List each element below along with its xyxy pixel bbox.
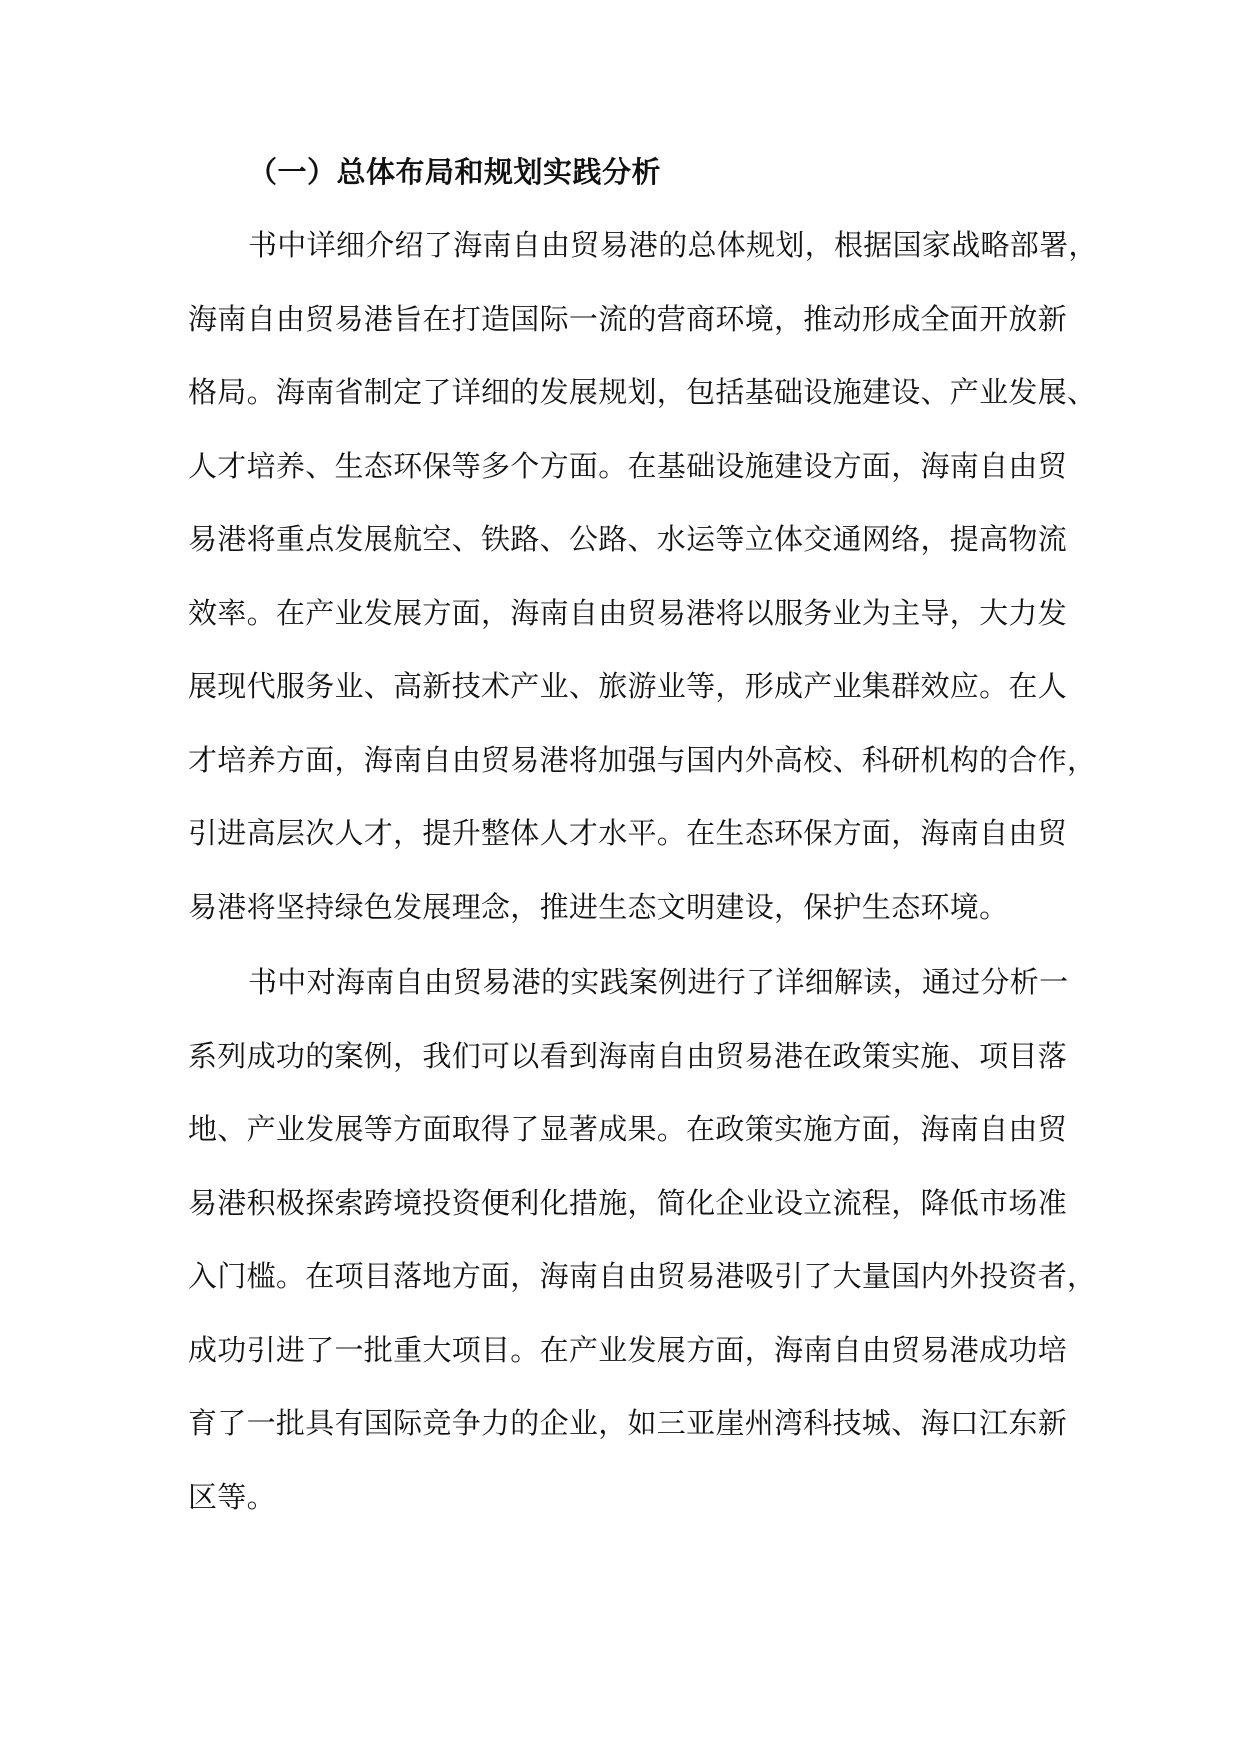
paragraph-line: 地、产业发展等方面取得了显著成果。在政策实施方面，海南自由贸 — [188, 1112, 1068, 1146]
paragraph-line: 引进高层次人才，提升整体人才水平。在生态环保方面，海南自由贸 — [188, 816, 1068, 850]
paragraph-line: 易港将重点发展航空、铁路、公路、水运等立体交通网络，提高物流 — [188, 522, 1068, 556]
paragraph-line: 系列成功的案例，我们可以看到海南自由贸易港在政策实施、项目落 — [188, 1038, 1068, 1073]
paragraph-line: 格局。海南省制定了详细的发展规划，包括基础设施建设、产业发展、 — [188, 375, 1097, 409]
paragraph-line: 展现代服务业、高新技术产业、旅游业等，形成产业集群效应。在人 — [188, 669, 1068, 703]
paragraph-line: 人才培养、生态环保等多个方面。在基础设施建设方面，海南自由贸 — [188, 448, 1068, 483]
paragraph-practice-cases — [188, 946, 1097, 1534]
paragraph-line: 书中详细介绍了海南自由贸易港的总体规划，根据国家战略部署， — [248, 228, 1098, 262]
paragraph-line: 易港将坚持绿色发展理念，推进生态文明建设，保护生态环境。 — [188, 889, 1009, 924]
section-heading: （一）总体布局和规划实践分析 — [248, 155, 662, 189]
paragraph-line: 成功引进了一批重大项目。在产业发展方面，海南自由贸易港成功培 — [188, 1332, 1068, 1367]
paragraph-line: 才培养方面，海南自由贸易港将加强与国内外高校、科研机构的合作， — [188, 742, 1097, 777]
paragraph-line: 书中对海南自由贸易港的实践案例进行了详细解读，通过分析一 — [248, 965, 1069, 999]
paragraph-line: 海南自由贸易港旨在打造国际一流的营商环境，推动形成全面开放新 — [188, 301, 1068, 336]
paragraph-line: 入门槛。在项目落地方面，海南自由贸易港吸引了大量国内外投资者， — [188, 1259, 1097, 1293]
paragraph-line: 效率。在产业发展方面，海南自由贸易港将以服务业为主导，大力发 — [188, 595, 1068, 630]
paragraph-line: 育了一批具有国际竞争力的企业，如三亚崖州湾科技城、海口江东新 — [188, 1406, 1068, 1440]
paragraph-line: 易港积极探索跨境投资便利化措施，简化企业设立流程，降低市场准 — [188, 1185, 1068, 1220]
paragraph-overall-planning — [188, 209, 1098, 944]
paragraph-line: 区等。 — [188, 1479, 276, 1514]
